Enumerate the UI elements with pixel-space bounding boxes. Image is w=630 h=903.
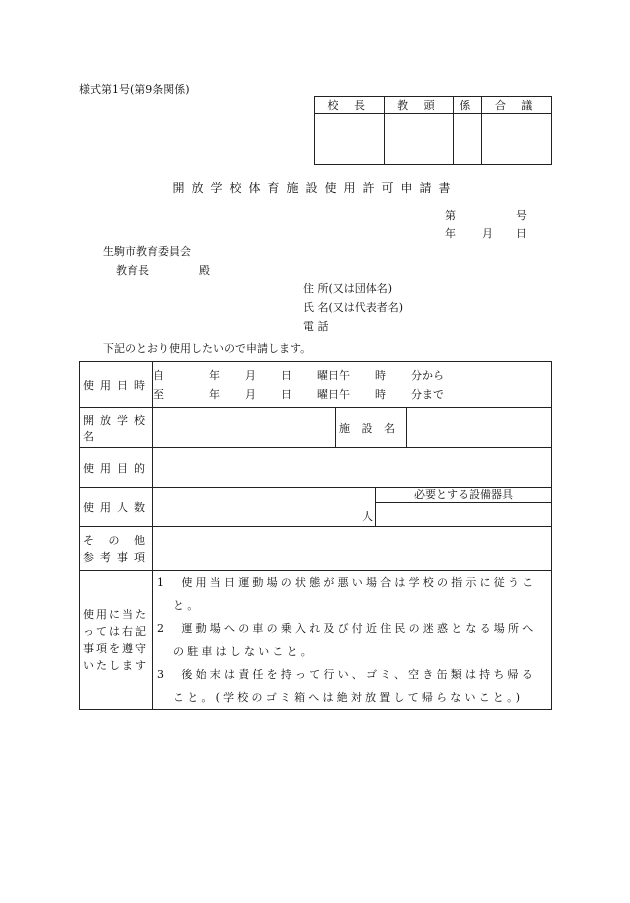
doc-no-prefix: 第 xyxy=(445,209,456,222)
equipment-field[interactable] xyxy=(376,503,551,526)
purpose-label: 使用目的 xyxy=(80,448,153,488)
addressee-honorific: 殿 xyxy=(199,264,210,277)
note-2: 2 運動場への車の乗入れ及び付近住民の迷惑となる場所へ xyxy=(157,622,537,635)
compliance-notes xyxy=(153,571,552,710)
note-3: 3 後始末は責任を持って行い、ゴミ、空き缶類は持ち帰る xyxy=(157,668,536,681)
date-month: 月 xyxy=(482,227,493,240)
approval-stamp-cell[interactable] xyxy=(482,114,552,165)
datetime-label: 使用日時 xyxy=(80,362,153,408)
note-1-cont: と。 xyxy=(173,599,202,612)
compliance-label: 使用に当た っては右記 事項を遵守 いたします xyxy=(80,571,153,710)
approval-stamp-table xyxy=(314,96,552,165)
doc-no-suffix: 号 xyxy=(516,209,527,222)
approval-stamp-cell[interactable] xyxy=(384,114,454,165)
applicant-phone: 電 話 xyxy=(303,320,329,333)
addressee-org: 生駒市教育委員会 xyxy=(103,245,191,258)
school-field[interactable] xyxy=(153,408,336,448)
people-unit: 人 xyxy=(362,510,373,523)
approval-header-vice-principal: 教 頭 xyxy=(384,97,454,114)
approval-header-consultation: 合 議 xyxy=(482,97,552,114)
other-field[interactable] xyxy=(153,527,552,571)
note-3-cont: こと。(学校のゴミ箱へは絶対放置して帰らないこと。) xyxy=(173,691,524,704)
datetime-from-row[interactable]: 自 年 月 日 曜日午 時 分から xyxy=(153,369,444,382)
datetime-to-row[interactable]: 至 年 月 日 曜日午 時 分まで xyxy=(153,388,444,401)
applicant-address: 住 所(又は団体名) xyxy=(303,282,393,295)
approval-stamp-cell[interactable] xyxy=(454,114,482,165)
people-field[interactable] xyxy=(153,488,375,526)
approval-header-principal: 校 長 xyxy=(315,97,385,114)
application-table xyxy=(79,361,552,710)
equipment-label: 必要とする設備器具 xyxy=(376,488,551,503)
note-1: 1 使用当日運動場の状態が悪い場合は学校の指示に従うこ xyxy=(157,576,537,589)
date-year: 年 xyxy=(445,227,456,240)
school-label: 開放学校名 xyxy=(80,408,153,448)
intro-text: 下記のとおり使用したいので申請します。 xyxy=(103,342,312,355)
reference-label: 参考事項 xyxy=(83,550,149,564)
page-title: 開放学校体育施設使用許可申請書 xyxy=(172,181,458,195)
facility-field[interactable] xyxy=(407,408,552,448)
addressee-title: 教育長 xyxy=(116,264,149,277)
date-day: 日 xyxy=(516,227,527,240)
facility-label: 施設名 xyxy=(336,408,407,448)
approval-stamp-cell[interactable] xyxy=(315,114,385,165)
form-number: 様式第1号(第9条関係) xyxy=(79,83,190,96)
purpose-field[interactable] xyxy=(153,448,552,488)
applicant-name: 氏 名(又は代表者名) xyxy=(303,301,404,314)
other-label: その他 xyxy=(83,533,149,547)
approval-header-staff: 係 xyxy=(454,97,482,114)
note-2-cont: の駐車はしないこと。 xyxy=(173,645,315,658)
people-label: 使用人数 xyxy=(80,488,153,527)
